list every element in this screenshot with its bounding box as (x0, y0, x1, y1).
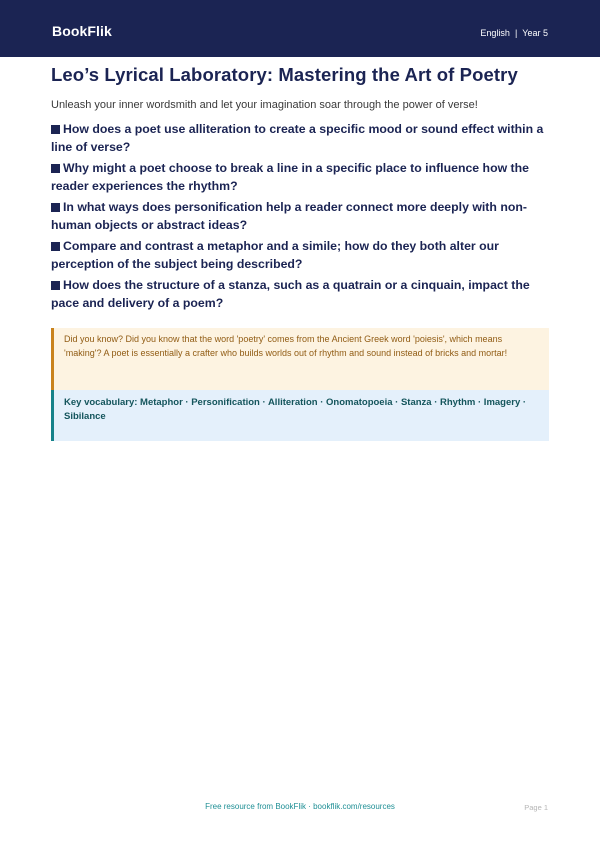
brand-logo-text: BookFlik (52, 23, 112, 39)
meta-separator: | (514, 28, 518, 38)
subject-label: English (480, 28, 510, 38)
page-number: Page 1 (524, 803, 548, 812)
question-text: How does a poet use alliteration to create a specific mood or sound effect within a line of verse? (51, 122, 544, 154)
square-bullet-icon (51, 164, 60, 173)
key-vocabulary-box: Key vocabulary: Metaphor · Personification · Alliteration · Onomatopoeia · Stanza · Rhythm · Imagery · Sibilance (51, 390, 549, 441)
year-label: Year 5 (522, 28, 548, 38)
page-title: Leo’s Lyrical Laboratory: Mastering the Art of Poetry (51, 64, 518, 85)
subject-year-meta (480, 28, 548, 38)
question-item (51, 277, 549, 312)
question-item (51, 199, 549, 234)
question-item (51, 238, 549, 273)
page-header (0, 0, 600, 57)
question-text: Why might a poet choose to break a line in a specific place to influence how the reader experiences the rhythm? (51, 161, 530, 193)
did-you-know-callout: Did you know? Did you know that the word 'poetry' comes from the Ancient Greek word 'poiesis', which means 'making'? A poet is essentially a crafter who builds worlds out of rhythm and sound instead of bricks and mortar! (51, 328, 549, 390)
question-item (51, 121, 549, 156)
square-bullet-icon (51, 242, 60, 251)
question-text: In what ways does personification help a reader connect more deeply with non-human objects or abstract ideas? (51, 200, 527, 232)
square-bullet-icon (51, 281, 60, 290)
question-text: How does the structure of a stanza, such as a quatrain or a cinquain, impact the pace and delivery of a poem? (51, 278, 530, 310)
square-bullet-icon (51, 125, 60, 134)
question-text: Compare and contrast a metaphor and a simile; how do they both alter our perception of the subject being described? (51, 239, 499, 271)
question-item (51, 160, 549, 195)
intro-text: Unleash your inner wordsmith and let your imagination soar through the power of verse! (51, 99, 478, 111)
square-bullet-icon (51, 203, 60, 212)
question-list (51, 121, 549, 316)
footer-credit: Free resource from BookFlik · bookflik.com/resources (205, 802, 395, 811)
